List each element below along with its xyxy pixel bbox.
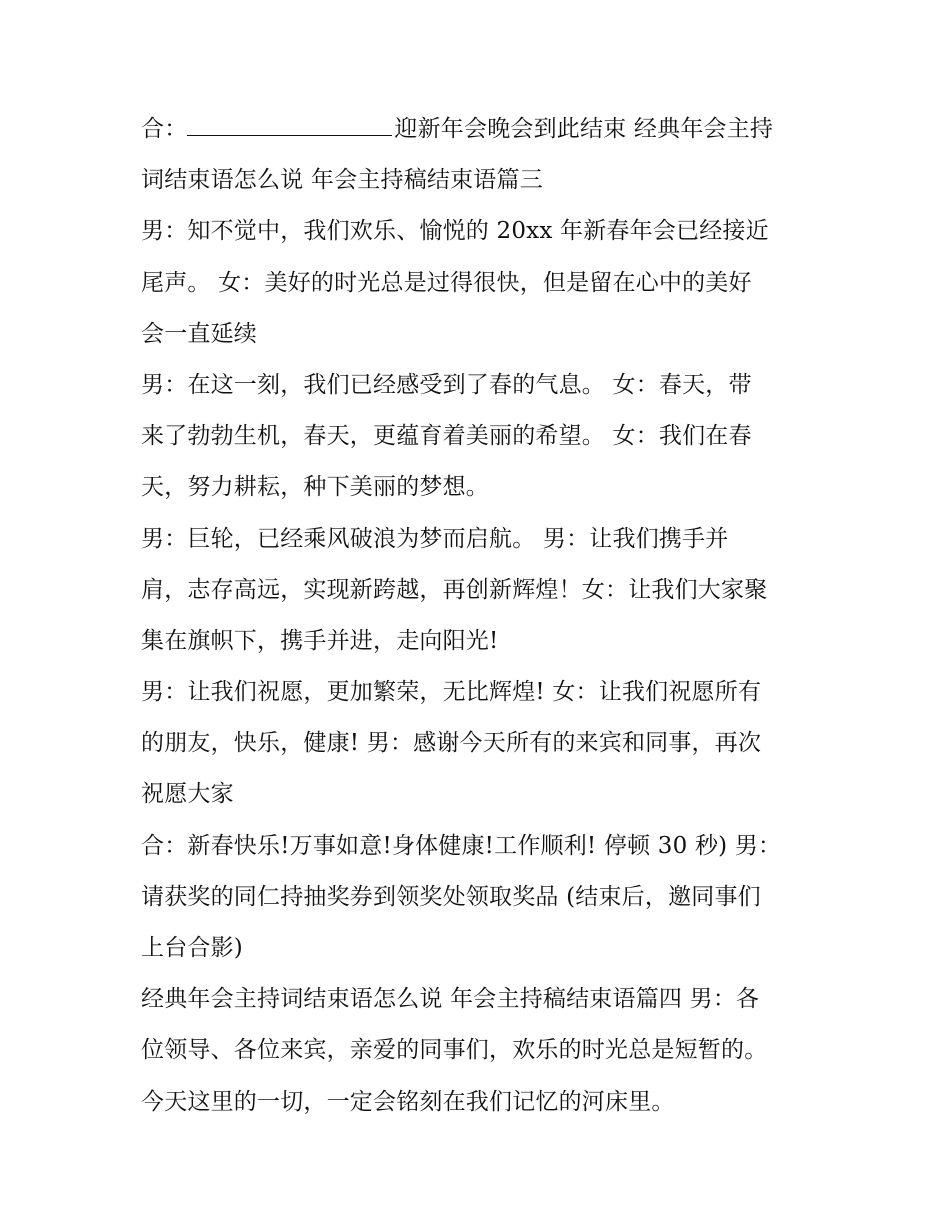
line-1-prefix: 合： — [141, 116, 188, 142]
text-line-7: 来了勃勃生机，春天，更蕴育着美丽的希望。 女：我们在春 — [141, 423, 752, 450]
text-line-5: 会一直延续 — [141, 320, 257, 347]
text-line-8: 天，努力耕耘，种下美丽的梦想。 — [141, 474, 489, 501]
text-line-20: 今天这里的一切，一定会铭刻在我们记忆的河床里。 — [141, 1088, 675, 1115]
text-line-6: 男：在这一刻，我们已经感受到了春的气息。 女：春天，带 — [141, 371, 752, 398]
text-line-17: 上台合影) — [141, 935, 243, 961]
text-line-19: 位领导、各位来宾，亲爱的同事们，欢乐的时光总是短暂的。 — [141, 1037, 768, 1064]
text-line-1 — [141, 104, 821, 155]
text-line-11: 集在旗帜下，携手并进，走向阳光! — [141, 627, 499, 654]
text-line-12: 男：让我们祝愿，更加繁荣，无比辉煌! 女：让我们祝愿所有 — [141, 679, 762, 706]
text-line-15: 合：新春快乐!万事如意!身体健康!工作顺利! 停顿 30 秒) 男： — [141, 832, 782, 859]
text-line-14: 祝愿大家 — [141, 781, 234, 808]
text-line-18: 经典年会主持词结束语怎么说 年会主持稿结束语篇四 男：各 — [141, 986, 760, 1013]
fill-in-blank — [187, 109, 392, 136]
text-line-4: 尾声。 女：美好的时光总是过得很快，但是留在心中的美好 — [141, 269, 752, 296]
text-line-9: 男：巨轮，已经乘风破浪为梦而启航。 男：让我们携手并 — [141, 525, 729, 552]
line-1-suffix: 迎新年会晚会到此结束 经典年会主持 — [394, 116, 774, 142]
text-line-13: 的朋友，快乐，健康! 男：感谢今天所有的来宾和同事，再次 — [141, 730, 762, 757]
text-line-16: 请获奖的同仁持抽奖券到领奖处领取奖品 (结束后，邀同事们 — [141, 883, 761, 910]
text-line-10: 肩，志存高远，实现新跨越，再创新辉煌！女：让我们大家聚 — [141, 576, 768, 603]
document-body — [141, 104, 821, 1128]
text-line-3: 男：知不觉中，我们欢乐、愉悦的 20xx 年新春年会已经接近 — [141, 218, 769, 245]
text-line-2: 词结束语怎么说 年会主持稿结束语篇三 — [141, 167, 543, 194]
